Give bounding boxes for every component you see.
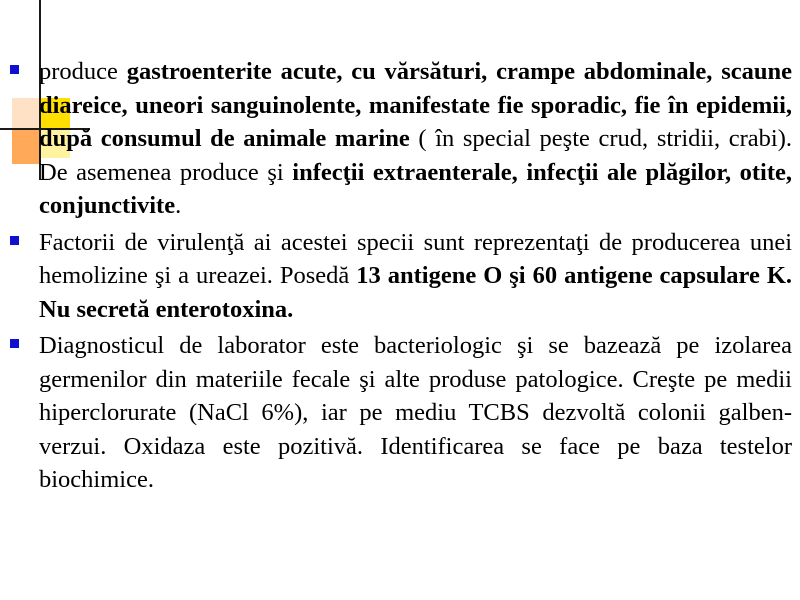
square-bullet-icon xyxy=(10,236,19,245)
square-bullet-icon xyxy=(10,339,19,348)
text-segment-bold: gastroenterite acute, cu vărsături, crampe abdominale, scaune diareice, uneori sanguinolente, manifestate fie sporadic, fie în epidemii, după consumul de animale marine xyxy=(39,58,792,152)
text-segment: . xyxy=(175,192,182,219)
text-segment: ( în special peşte crud, stridii, crabi). De asemenea produce şi xyxy=(39,125,792,186)
bullet-item-3 xyxy=(10,329,792,497)
text-segment: Factorii de virulenţă ai acestei specii sunt reprezentaţi de producerea unei hemolizine şi a ureazei. Posedă xyxy=(39,228,792,289)
text-segment-bold: 13 antigene O şi 60 antigene capsulare K. Nu secretă enterotoxina. xyxy=(39,262,793,323)
square-bullet-icon xyxy=(10,65,19,74)
text-segment: produce xyxy=(39,58,127,85)
bullet-item-1 xyxy=(10,55,792,223)
slide-body xyxy=(10,55,792,500)
text-segment-bold: infecţii extraenterale, infecţii ale plăgilor, otite, conjunctivite xyxy=(39,158,792,219)
bullet-item-2 xyxy=(10,226,792,327)
text-segment: Diagnosticul de laborator este bacteriologic şi se bazează pe izolarea germenilor din materiile fecale şi alte produse patologice. Creşte pe medii hiperclorurate (NaCl 6%), iar pe mediu TCBS dezvoltă colonii galben-verzui. Oxidaza este pozitivă. Identificarea se face pe baza testelor biochimice. xyxy=(39,332,792,493)
